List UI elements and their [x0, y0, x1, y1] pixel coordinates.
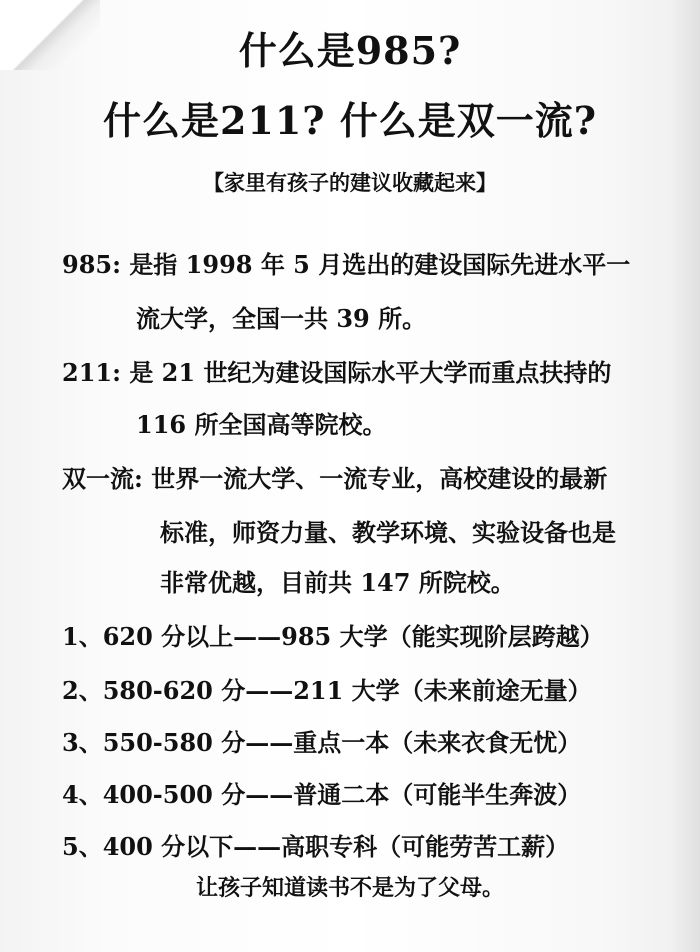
score-item-1: 1、620 分以上——985 大学（能实现阶层跨越）: [62, 622, 604, 651]
definition-syl-line-3: 非常优越，目前共 147 所院校。: [160, 568, 515, 597]
score-item-5: 5、400 分以下——高职专科（可能劳苦工薪）: [62, 832, 570, 861]
score-item-4: 4、400-500 分——普通二本（可能半生奔波）: [62, 780, 582, 809]
definition-syl-line-2: 标准，师资力量、教学环境、实验设备也是: [160, 518, 616, 547]
title-line-1: 什么是985?: [238, 28, 462, 73]
definition-985-line-2: 流大学，全国一共 39 所。: [136, 304, 427, 333]
definition-985-line-1: 985: 是指 1998 年 5 月选出的建设国际先进水平一: [62, 250, 631, 279]
definition-211-line-2: 116 所全国高等院校。: [136, 410, 387, 439]
score-item-2: 2、580-620 分——211 大学（未来前途无量）: [62, 676, 592, 705]
definition-syl-line-1: 双一流: 世界一流大学、一流专业，高校建设的最新: [62, 464, 608, 493]
title-line-2: 什么是211? 什么是双一流?: [102, 98, 598, 143]
definition-211-line-1: 211: 是 21 世纪为建设国际水平大学而重点扶持的: [62, 358, 612, 387]
footer-note: 让孩子知道读书不是为了父母。: [195, 875, 504, 901]
score-item-3: 3、550-580 分——重点一本（未来衣食无忧）: [62, 728, 582, 757]
subtitle: 【家里有孩子的建议收藏起来】: [203, 170, 497, 195]
